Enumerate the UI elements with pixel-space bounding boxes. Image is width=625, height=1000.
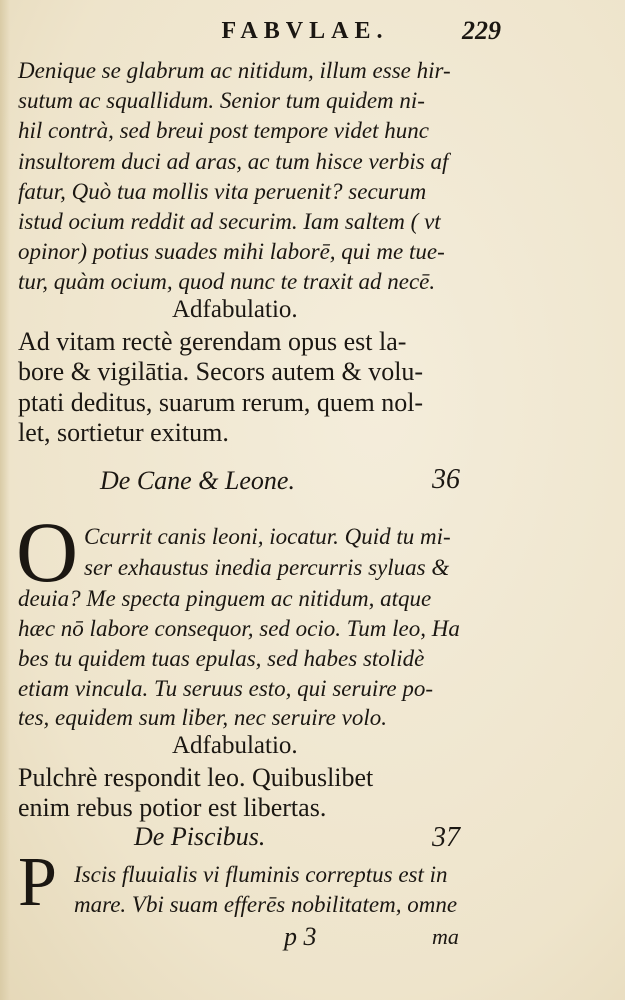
body-line: insultorem duci ad aras, ac tum hisce verbis af	[18, 149, 449, 174]
body-line: hil contrà, sed breui post tempore videt hunc	[18, 118, 429, 143]
moral-line: ptati deditus, suarum rerum, quem nol-	[18, 388, 424, 417]
moral-line: enim rebus potior est libertas.	[18, 793, 327, 822]
fable-line: bes tu quidem tuas epulas, sed habes stolidè	[18, 646, 425, 671]
page-gutter-shadow	[0, 0, 10, 1000]
fable-line: ser exhaustus inedia percurris syluas &	[84, 555, 450, 580]
body-line: fatur, Quò tua mollis vita peruenit? securum	[18, 179, 427, 204]
body-line: opinor) potius suades mihi laborē, qui me tue-	[18, 239, 445, 264]
fable-line: hæc nō labore consequor, sed ocio. Tum leo, Ha	[18, 616, 460, 641]
fable-line: etiam vincula. Tu seruus esto, qui seruire po-	[18, 676, 434, 701]
fable-line: deuia? Me specta pinguem ac nitidum, atque	[18, 586, 432, 611]
body-line: istud ocium reddit ad securim. Iam saltem ( vt	[18, 209, 441, 234]
fable-line: Iscis fluuialis vi fluminis correptus est in	[74, 862, 448, 887]
running-title: FABVLAE.	[221, 18, 389, 44]
catchword: ma	[432, 924, 459, 949]
fable-line: tes, equidem sum liber, nec seruire volo.	[18, 705, 387, 730]
adfabulatio-heading: Adfabulatio.	[172, 732, 298, 759]
fable-title: De Piscibus.	[134, 822, 266, 851]
adfabulatio-heading: Adfabulatio.	[172, 296, 298, 323]
signature-mark: p 3	[284, 922, 317, 951]
body-line: sutum ac squallidum. Senior tum quidem ni-	[18, 88, 425, 113]
moral-line: Ad vitam rectè gerendam opus est la-	[18, 327, 407, 356]
fable-line: mare. Vbi suam efferēs nobilitatem, omne	[74, 892, 458, 917]
moral-line: let, sortietur exitum.	[18, 418, 229, 447]
body-line: Denique se glabrum ac nitidum, illum esse hir-	[18, 58, 451, 83]
moral-line: Pulchrè respondit leo. Quibuslibet	[18, 763, 374, 792]
fable-number: 37	[432, 822, 460, 853]
body-line: tur, quàm ocium, quod nunc te traxit ad necē.	[18, 269, 436, 294]
moral-line: bore & vigilātia. Secors autem & volu-	[18, 357, 424, 386]
fable-line: Ccurrit canis leoni, iocatur. Quid tu mi-	[84, 524, 451, 549]
drop-cap-initial: O	[16, 504, 79, 600]
fable-number: 36	[432, 464, 460, 495]
page-number: 229	[462, 16, 501, 45]
drop-cap-initial: P	[18, 844, 57, 921]
fable-title: De Cane & Leone.	[100, 466, 295, 495]
